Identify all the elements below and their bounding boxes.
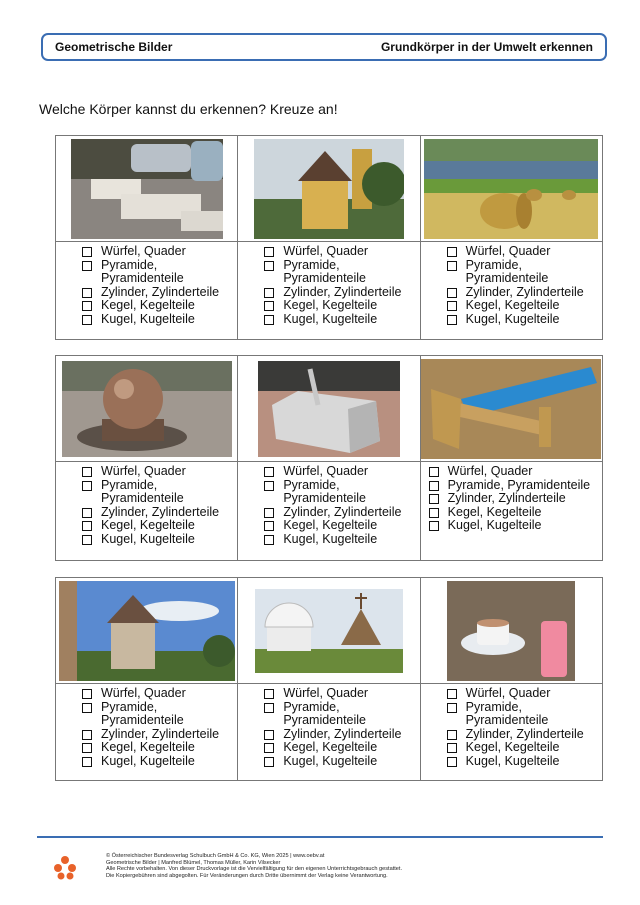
photo-round-tower <box>59 581 235 681</box>
checkbox[interactable] <box>82 689 92 699</box>
cell-6 <box>421 356 602 560</box>
photo-sphere-fountain <box>62 361 232 457</box>
option-kugel[interactable]: Kugel, Kugelteile <box>421 755 602 769</box>
option-zylinder[interactable]: Zylinder, Zylinderteile <box>56 728 237 742</box>
option-kegel[interactable]: Kegel, Kegelteile <box>421 506 602 520</box>
checkbox[interactable] <box>429 494 439 504</box>
option-wuerfel[interactable]: Würfel, Quader <box>421 465 602 479</box>
checkbox[interactable] <box>82 315 92 325</box>
option-kegel[interactable]: Kegel, Kegelteile <box>56 741 237 755</box>
cell-5 <box>238 356 420 560</box>
options-list: Würfel, Quader Pyramide, Pyramidenteile Zylinder, Zylinderteile Kegel, Kegelteile Kugel, Kugelteile <box>56 462 237 547</box>
checkbox[interactable] <box>264 689 274 699</box>
cell-2 <box>238 136 420 339</box>
option-pyramide[interactable]: Pyramide, <box>56 259 237 273</box>
checkbox[interactable] <box>82 247 92 257</box>
cell-1 <box>56 136 238 339</box>
option-kugel[interactable]: Kugel, Kugelteile <box>421 519 602 533</box>
option-zylinder[interactable]: Zylinder, Zylinderteile <box>238 506 419 520</box>
option-wuerfel[interactable]: Würfel, Quader <box>421 245 602 259</box>
checkbox[interactable] <box>447 743 457 753</box>
option-pyramide[interactable]: Pyramide, <box>238 479 419 493</box>
header-left: Geometrische Bilder <box>55 40 173 54</box>
checkbox[interactable] <box>447 301 457 311</box>
checkbox[interactable] <box>447 689 457 699</box>
checkbox[interactable] <box>264 315 274 325</box>
option-pyramide[interactable]: Pyramide, <box>421 701 602 715</box>
option-zylinder[interactable]: Zylinder, Zylinderteile <box>421 728 602 742</box>
checkbox[interactable] <box>429 481 439 491</box>
option-kegel[interactable]: Kegel, Kegelteile <box>56 299 237 313</box>
option-pyramide[interactable]: Pyramide, <box>421 259 602 273</box>
cell-9 <box>421 578 602 780</box>
option-zylinder[interactable]: Zylinder, Zylinderteile <box>238 728 419 742</box>
checkbox[interactable] <box>82 508 92 518</box>
option-kugel[interactable]: Kugel, Kugelteile <box>56 313 237 327</box>
checkbox[interactable] <box>82 757 92 767</box>
option-kegel[interactable]: Kegel, Kegelteile <box>238 519 419 533</box>
photo-hay-bales <box>424 139 598 239</box>
option-wuerfel[interactable]: Würfel, Quader <box>238 465 419 479</box>
options-list: Würfel, Quader Pyramide, Pyramidenteile Zylinder, Zylinderteile Kegel, Kegelteile Kugel, Kugelteile <box>421 242 602 327</box>
checkbox[interactable] <box>264 301 274 311</box>
option-wuerfel[interactable]: Würfel, Quader <box>56 245 237 259</box>
option-kugel[interactable]: Kugel, Kugelteile <box>238 755 419 769</box>
option-wuerfel[interactable]: Würfel, Quader <box>238 245 419 259</box>
options-list: Würfel, Quader Pyramide, Pyramidenteile Zylinder, Zylinderteile Kegel, Kegelteile Kugel, Kugelteile <box>238 242 419 327</box>
cell-7 <box>56 578 238 780</box>
checkbox[interactable] <box>264 247 274 257</box>
checkbox[interactable] <box>264 521 274 531</box>
checkbox[interactable] <box>264 703 274 713</box>
checkbox[interactable] <box>264 481 274 491</box>
option-zylinder[interactable]: Zylinder, Zylinderteile <box>56 506 237 520</box>
checkbox[interactable] <box>447 703 457 713</box>
cell-3 <box>421 136 602 339</box>
checkbox[interactable] <box>264 467 274 477</box>
checkbox[interactable] <box>447 730 457 740</box>
checkbox[interactable] <box>264 757 274 767</box>
checkbox[interactable] <box>429 467 439 477</box>
checkbox[interactable] <box>82 481 92 491</box>
option-kegel[interactable]: Kegel, Kegelteile <box>238 741 419 755</box>
options-list: Würfel, Quader Pyramide, Pyramidenteile Zylinder, Zylinderteile Kegel, Kegelteile Kugel, Kugelteile <box>421 684 602 769</box>
footer-divider <box>37 836 603 838</box>
checkbox[interactable] <box>82 535 92 545</box>
option-kugel[interactable]: Kugel, Kugelteile <box>56 755 237 769</box>
options-list: Würfel, Quader Pyramide, Pyramidenteile Zylinder, Zylinderteile Kegel, Kegelteile Kugel, Kugelteile <box>238 684 419 769</box>
photo-wooden-frame <box>421 359 601 459</box>
options-list <box>421 462 602 533</box>
option-wuerfel[interactable]: Würfel, Quader <box>421 687 602 701</box>
option-wuerfel[interactable]: Würfel, Quader <box>56 687 237 701</box>
option-zylinder[interactable]: Zylinder, Zylinderteile <box>56 286 237 300</box>
option-zylinder[interactable]: Zylinder, Zylinderteile <box>421 492 602 506</box>
checkbox[interactable] <box>447 757 457 767</box>
option-kugel[interactable]: Kugel, Kugelteile <box>238 313 419 327</box>
footer-text: © Österreichischer Bundesverlag Schulbuch GmbH & Co. KG, Wien 2025 | www.oebv.at Geometrische Bilder | Manfred Blümel, Thomas Müller, Karin Vilsecker Alle Rechte vorbehalten. Von dieser Druckvorlage ist die Vervielfältigung für den eigenen Unterrichtsgebrauch gestattet. Die Kopiergebühren sind abgegolten. Für Veränderungen durch Dritte übernimmt der Verlag keine Verantwortung. <box>106 853 403 879</box>
option-kegel[interactable]: Kegel, Kegelteile <box>421 741 602 755</box>
option-wuerfel[interactable]: Würfel, Quader <box>238 687 419 701</box>
option-pyramide[interactable]: Pyramide, Pyramidenteile <box>56 701 237 728</box>
checkbox[interactable] <box>429 521 439 531</box>
checkbox[interactable] <box>82 301 92 311</box>
option-zylinder[interactable]: Zylinder, Zylinderteile <box>238 286 419 300</box>
photo-tower <box>254 139 404 239</box>
options-list: Würfel, Quader Pyramide, Pyramidenteile Zylinder, Zylinderteile Kegel, Kegelteile Kugel, Kugelteile <box>238 462 419 547</box>
photo-cup-and-glass <box>447 581 575 681</box>
photo-observatory <box>255 589 403 673</box>
checkbox[interactable] <box>264 743 274 753</box>
cell-4 <box>56 356 238 560</box>
option-kugel[interactable]: Kugel, Kugelteile <box>421 313 602 327</box>
option-zylinder[interactable]: Zylinder, Zylinderteile <box>421 286 602 300</box>
checkbox[interactable] <box>264 508 274 518</box>
option-kugel[interactable]: Kugel, Kugelteile <box>238 533 419 547</box>
checkbox[interactable] <box>264 288 274 298</box>
task-instruction: Welche Körper kannst du erkennen? Kreuze an! <box>39 101 338 117</box>
checkbox[interactable] <box>447 247 457 257</box>
header-box <box>41 33 607 61</box>
options-list: Würfel, Quader Pyramide, Pyramidenteile Zylinder, Zylinderteile Kegel, Kegelteile Kugel, Kugelteile <box>56 242 237 327</box>
checkbox[interactable] <box>82 743 92 753</box>
photo-stone-block <box>258 361 400 457</box>
options-list <box>56 684 237 769</box>
cell-8 <box>238 578 420 780</box>
checkbox[interactable] <box>82 730 92 740</box>
checkbox[interactable] <box>82 521 92 531</box>
row-3 <box>55 577 603 781</box>
option-pyramide[interactable]: Pyramide, <box>238 259 419 273</box>
checkbox[interactable] <box>264 535 274 545</box>
row-2 <box>55 355 603 561</box>
checkbox[interactable] <box>447 288 457 298</box>
option-kugel[interactable]: Kugel, Kugelteile <box>56 533 237 547</box>
option-pyramide[interactable]: Pyramide, <box>238 701 419 715</box>
option-kegel[interactable]: Kegel, Kegelteile <box>238 299 419 313</box>
checkbox[interactable] <box>264 730 274 740</box>
checkbox[interactable] <box>264 261 274 271</box>
row-1 <box>55 135 603 340</box>
checkbox[interactable] <box>429 508 439 518</box>
checkbox[interactable] <box>447 315 457 325</box>
option-pyramide[interactable]: Pyramide, <box>56 479 237 493</box>
publisher-logo-icon <box>52 854 78 880</box>
checkbox[interactable] <box>82 261 92 271</box>
header-right: Grundkörper in der Umwelt erkennen <box>380 40 593 54</box>
option-kegel[interactable]: Kegel, Kegelteile <box>421 299 602 313</box>
checkbox[interactable] <box>447 261 457 271</box>
photo-benches <box>71 139 223 239</box>
checkbox[interactable] <box>82 467 92 477</box>
option-wuerfel[interactable]: Würfel, Quader <box>56 465 237 479</box>
checkbox[interactable] <box>82 288 92 298</box>
option-kegel[interactable]: Kegel, Kegelteile <box>56 519 237 533</box>
option-pyramide[interactable]: Pyramide, Pyramidenteile <box>421 479 602 493</box>
checkbox[interactable] <box>82 703 92 713</box>
